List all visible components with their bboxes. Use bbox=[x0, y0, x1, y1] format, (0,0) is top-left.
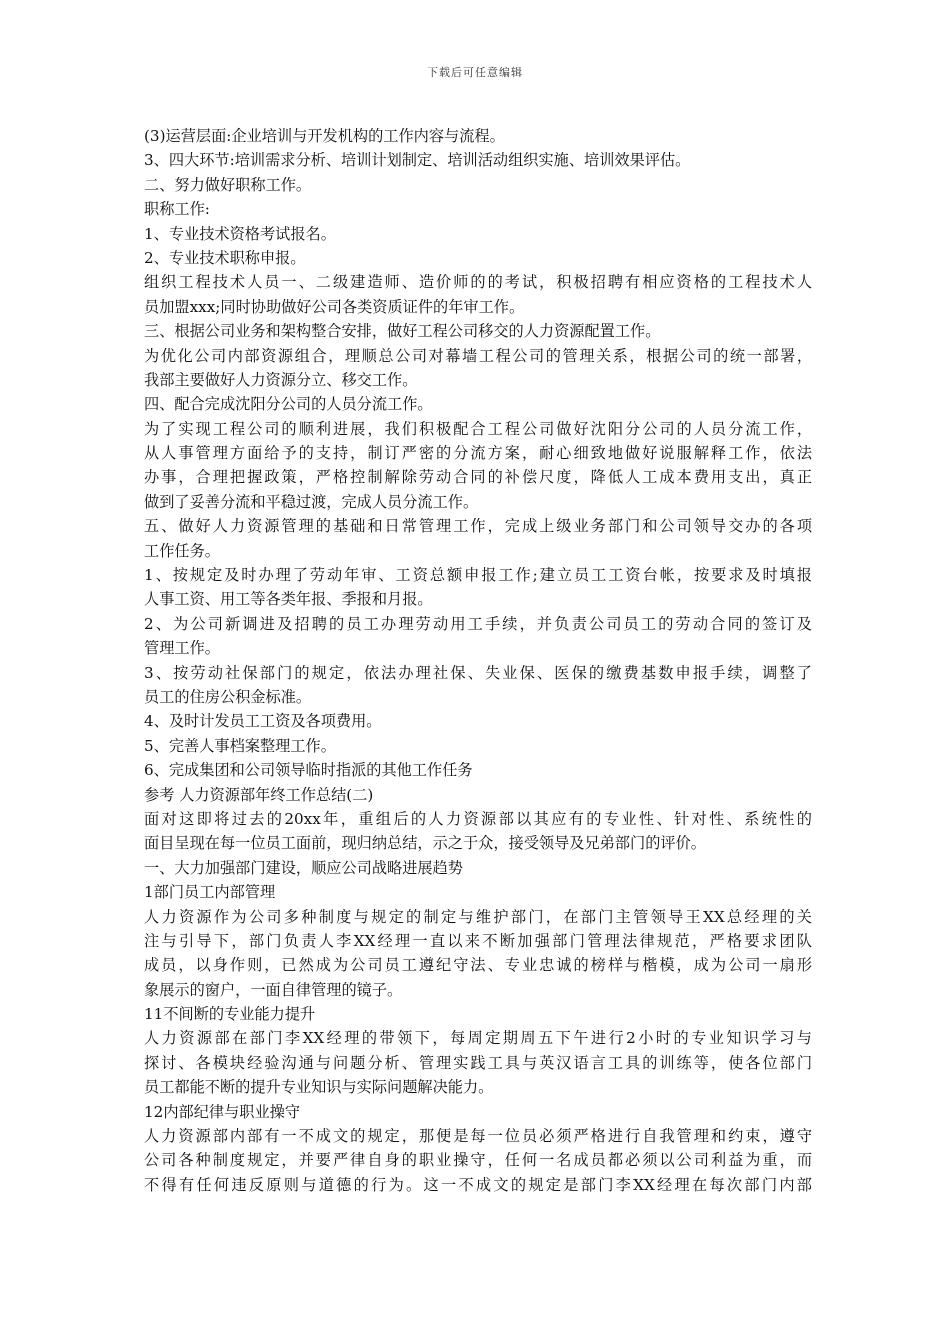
text-line: 公司各种制度规定，并要严律自身的职业操守，任何一名成员都必须以公司利益为重，而 bbox=[144, 1151, 812, 1170]
text-line: 3、四大环节:培训需求分析、培训计划制定、培训活动组织实施、培训效果评估。 bbox=[144, 151, 691, 170]
text-line: 1、专业技术资格考试报名。 bbox=[144, 224, 336, 243]
text-line: 组织工程技术人员一、二级建造师、造价师的的考试，积极招聘有相应资格的工程技术人 bbox=[144, 273, 812, 292]
text-line: (3)运营层面:企业培训与开发机构的工作内容与流程。 bbox=[144, 127, 505, 145]
text-line: 为优化公司内部资源组合，理顺总公司对幕墙工程公司的管理关系，根据公司的统一部署， bbox=[144, 346, 812, 365]
text-line: 员工都能不断的提升专业知识与实际问题解决能力。 bbox=[144, 1078, 494, 1097]
text-line: 12内部纪律与职业操守 bbox=[144, 1102, 301, 1121]
text-line: 工作任务。 bbox=[144, 541, 220, 560]
text-line: 探讨、各模块经验沟通与问题分析、管理实践工具与英汉语言工具的训练等，使各位部门 bbox=[144, 1053, 812, 1072]
document-body bbox=[144, 124, 812, 1197]
text-line: 人力资源部内部有一不成文的规定，那便是每一位员必须严格进行自我管理和约束，遵守 bbox=[144, 1127, 812, 1146]
text-line: 6、完成集团和公司领导临时指派的其他工作任务 bbox=[144, 761, 473, 780]
text-line: 2、为公司新调进及招聘的员工办理劳动用工手续，并负责公司员工的劳动合同的签订及 bbox=[144, 614, 812, 633]
text-line: 1、按规定及时办理了劳动年审、工资总额申报工作;建立员工工资台帐，按要求及时填报 bbox=[144, 566, 812, 585]
text-line: 面对这即将过去的20xx年，重组后的人力资源部以其应有的专业性、针对性、系统性的 bbox=[144, 809, 812, 828]
text-line: 二、努力做好职称工作。 bbox=[144, 175, 312, 194]
text-line: 管理工作。 bbox=[144, 639, 220, 658]
text-line: 五、做好人力资源管理的基础和日常管理工作，完成上级业务部门和公司领导交办的各项 bbox=[144, 517, 812, 536]
text-line: 1部门员工内部管理 bbox=[144, 883, 276, 902]
text-line: 人力资源作为公司多种制度与规定的制定与维护部门，在部门主管领导王XX总经理的关 bbox=[144, 907, 812, 926]
text-line: 3、按劳动社保部门的规定，依法办理社保、失业保、医保的缴费基数申报手续，调整了 bbox=[144, 663, 812, 682]
text-line: 参考 人力资源部年终工作总结(二) bbox=[144, 785, 374, 804]
text-line: 我部主要做好人力资源分立、移交工作。 bbox=[144, 370, 418, 389]
text-line: 职称工作: bbox=[144, 200, 210, 219]
text-line: 面目呈现在每一位员工面前，现归纳总结，示之于众，接受领导及兄弟部门的评价。 bbox=[144, 834, 706, 853]
text-line: 象展示的窗户，一面自律管理的镜子。 bbox=[144, 980, 403, 999]
text-line: 做到了妥善分流和平稳过渡，完成人员分流工作。 bbox=[144, 492, 479, 511]
text-line: 一、大力加强部门建设，顺应公司战略进展趋势 bbox=[144, 858, 463, 877]
text-line: 11不间断的专业能力提升 bbox=[144, 1005, 316, 1024]
text-line: 注与引导下，部门负责人李XX经理一直以来不断加强部门管理法律规范，严格要求团队 bbox=[144, 931, 812, 950]
text-line: 2、专业技术职称申报。 bbox=[144, 248, 306, 267]
text-line: 员工的住房公积金标准。 bbox=[144, 687, 312, 706]
text-line: 三、根据公司业务和架构整合安排，做好工程公司移交的人力资源配置工作。 bbox=[144, 322, 661, 341]
text-line: 不得有任何违反原则与道德的行为。这一不成文的规定是部门李XX经理在每次部门内部 bbox=[144, 1175, 812, 1194]
text-line: 成员，以身作则，已然成为公司员工遵纪守法、专业忠诚的榜样与楷模，成为公司一扇形 bbox=[144, 956, 812, 975]
text-line: 四、配合完成沈阳分公司的人员分流工作。 bbox=[144, 395, 433, 414]
text-line: 4、及时计发员工工资及各项费用。 bbox=[144, 712, 382, 731]
text-line: 人力资源部在部门李XX经理的带领下，每周定期周五下午进行2小时的专业知识学习与 bbox=[144, 1029, 812, 1048]
text-line: 办事，合理把握政策，严格控制解除劳动合同的补偿尺度，降低人工成本费用支出，真正 bbox=[144, 468, 812, 487]
text-line: 从人事管理方面给予的支持，制订严密的分流方案，耐心细致地做好说服解释工作，依法 bbox=[144, 444, 812, 463]
text-line: 员加盟xxx;同时协助做好公司各类资质证件的年审工作。 bbox=[144, 297, 525, 316]
text-line: 人事工资、用工等各类年报、季报和月报。 bbox=[144, 590, 433, 609]
text-line: 为了实现工程公司的顺利进展，我们积极配合工程公司做好沈阳分公司的人员分流工作， bbox=[144, 419, 812, 438]
page-header: 下载后可任意编辑 bbox=[427, 66, 523, 79]
text-line: 5、完善人事档案整理工作。 bbox=[144, 736, 336, 755]
